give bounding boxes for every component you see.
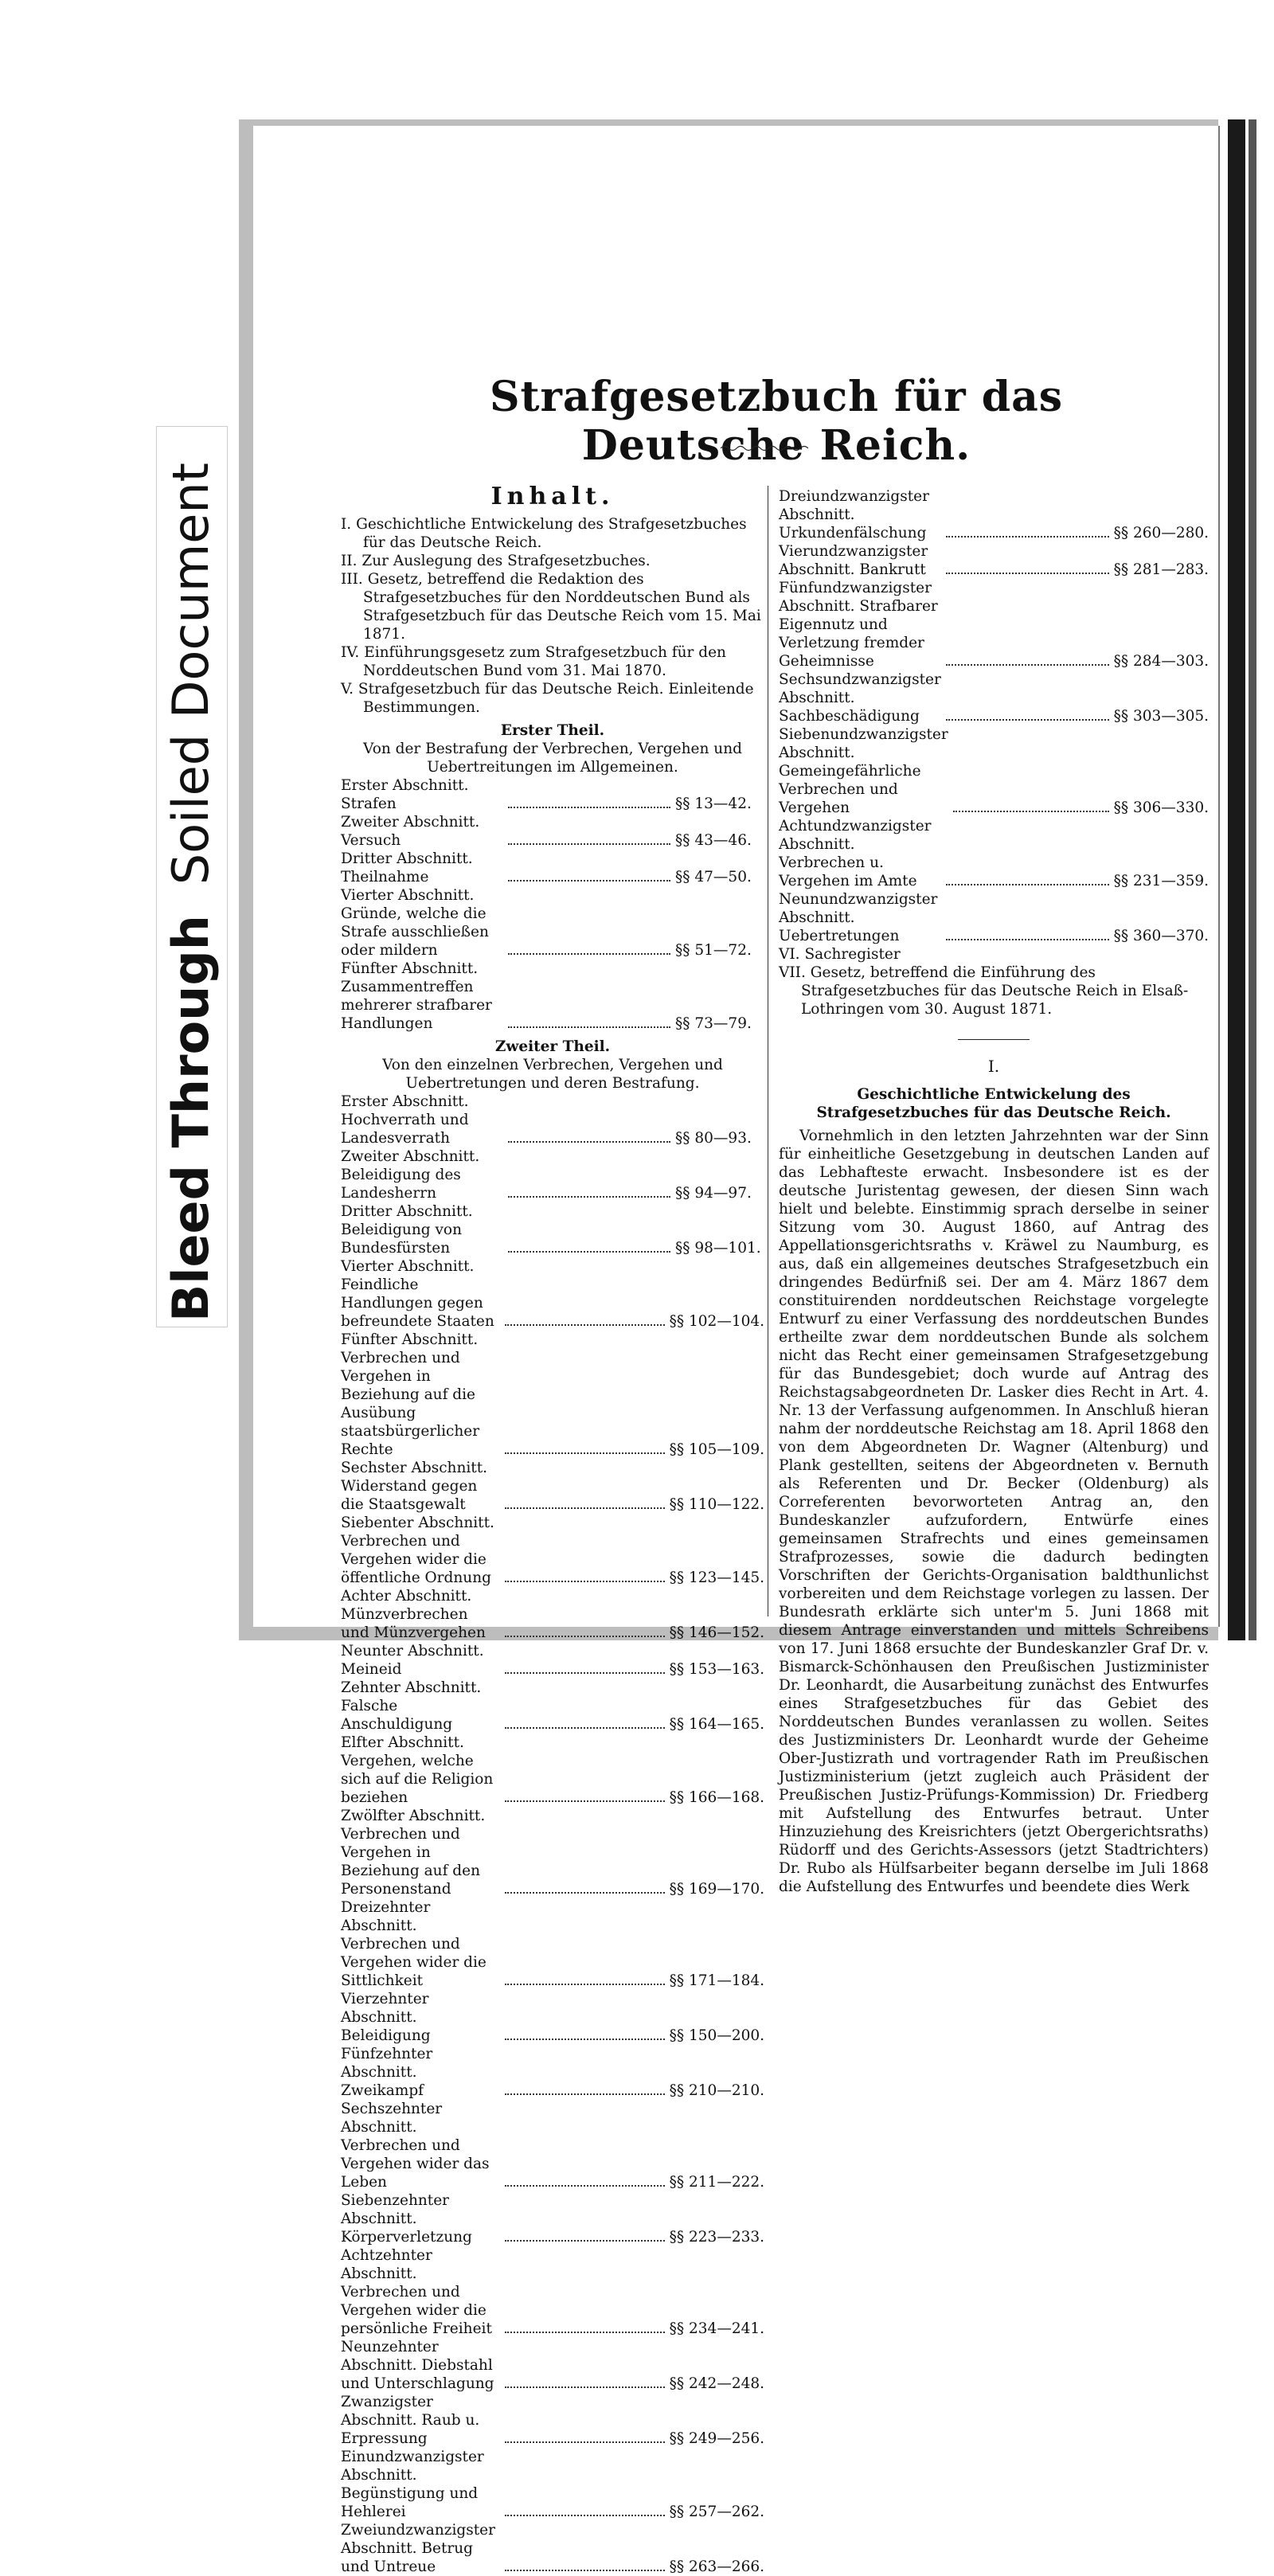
toc-entry-title: Neunundzwanzigster Abschnitt. Uebertretungen [779,891,938,944]
toc-entry-paragraphs: §§ 223—233. [669,2229,765,2246]
toc-entry-paragraphs: §§ 234—241. [669,2320,765,2337]
toc-entry-title: Fünfundzwanzigster Abschnitt. Strafbarer Eigennutz und Verletzung fremder Geheimnisse [779,580,938,670]
stamp-label-bleed-through: Bleed Through [162,915,220,1322]
part1-title: Erster Theil. [500,722,605,739]
toc-entry-title: Achtundzwanzigster Abschnitt. Verbrechen u. Vergehen im Amte [779,818,932,889]
toc-entry-title: Fünfzehnter Abschnitt. Zweikampf [341,2046,433,2099]
toc-tail-number: VI. [779,946,805,963]
toc-entry-paragraphs: §§ 306—330. [1113,799,1209,816]
toc-entry-title: Sechster Abschnitt. Widerstand gegen die Staatsgewalt [341,1460,488,1513]
toc-leader-dots [505,2240,664,2242]
toc-leader-dots [508,1196,670,1198]
toc-entry-paragraphs: §§ 73—79. [675,1015,752,1032]
toc-leader-dots [505,1892,664,1894]
toc-leader-dots [508,880,670,881]
toc-intro-number: V. [341,681,358,698]
toc-leader-dots [505,2039,664,2040]
toc-entry [779,817,1209,890]
toc-entry [779,725,1209,817]
toc-entry-title: Erster Abschnitt. Hochverrath und Landesverrath [341,1093,469,1147]
toc-leader-dots [508,843,670,845]
toc-entry [779,890,1209,945]
toc-entry-title: Fünfter Abschnitt. Verbrechen und Vergehen in Beziehung auf die Ausübung staatsbürgerlicher Rechte [341,1331,480,1458]
toc-tail-item [779,964,1209,1018]
toc-entry-paragraphs: §§ 166—168. [669,1789,765,1806]
toc-entry-paragraphs: §§ 47—50. [675,869,752,885]
toc-entry-paragraphs: §§ 263—266. [669,2558,765,2575]
toc-entry [341,850,764,886]
toc-leader-dots [946,884,1108,885]
toc-entry-title: Dreiundzwanzigster Abschnitt. Urkundenfälschung [779,488,929,541]
toc-entry-title: Neunter Abschnitt. Meineid [341,1643,484,1678]
toc-entry-title: Fünfter Abschnitt. Zusammentreffen mehrerer strafbarer Handlungen [341,960,492,1032]
stamp-label-soiled-document: Soiled Document [162,463,220,885]
toc-entry-title: Vierter Abschnitt. Gründe, welche die Strafe ausschließen oder mildern [341,887,489,959]
toc-entry [341,1642,764,1679]
toc-entry-paragraphs: §§ 257—262. [669,2504,765,2520]
toc-entry-title: Erster Abschnitt. Strafen [341,777,469,812]
toc-leader-dots [946,939,1108,940]
toc-entry-title: Achtzehnter Abschnitt. Verbrechen und Vergehen wider die persönliche Freiheit [341,2247,492,2337]
right-toc-entries [779,487,1209,945]
toc-leader-dots [508,1141,670,1143]
toc-entry [341,1093,764,1147]
toc-entry-title: Zehnter Abschnitt. Falsche Anschuldigung [341,1679,482,1733]
section-number: I. [987,1057,1000,1076]
toc-entry-title: Dritter Abschnitt. Theilnahme [341,850,473,885]
toc-entry [341,1898,764,1990]
toc-entry-paragraphs: §§ 360—370. [1113,928,1210,944]
toc-entry-paragraphs: §§ 281—283. [1113,561,1210,578]
section-heading: Geschichtliche Entwickelung des Strafgesetzbuches für das Deutsche Reich. [816,1086,1171,1121]
toc-leader-dots [505,1452,664,1454]
toc-entry [341,2246,764,2338]
toc-leader-dots [505,1581,664,1582]
toc-intro-item [341,680,764,717]
toc-entry [779,487,1209,542]
facing-page-edge [1228,119,1245,1640]
toc-entry-title: Vierundzwanzigster Abschnitt. Bankrutt [779,543,928,578]
toc-entry-title: Siebenzehnter Abschnitt. Körperverletzung [341,2192,472,2246]
toc-entry [341,1514,764,1587]
toc-leader-dots [505,2570,664,2571]
facing-page-edge-shadow [1249,119,1256,1640]
toc-entry-paragraphs: §§ 43—46. [675,832,752,849]
toc-tail-item [779,945,1209,964]
toc-entry [341,2448,764,2521]
toc-leader-dots [505,1800,664,1802]
toc-intro-number: II. [341,553,362,569]
toc-entry [341,1147,764,1202]
toc-entry-paragraphs: §§ 123—145. [669,1569,765,1586]
toc-entry-title: Vierzehnter Abschnitt. Beleidigung [341,1991,431,2044]
toc-leader-dots [946,573,1108,574]
toc-entry [779,670,1209,725]
document-title: Strafgesetzbuch für das Deutsche Reich. [489,373,1064,470]
toc-leader-dots [505,2515,664,2516]
toc-entry [341,2100,764,2191]
toc-entry [341,1459,764,1514]
toc-entry-paragraphs: §§ 249—256. [669,2430,765,2447]
toc-leader-dots [505,1324,664,1326]
toc-entry-paragraphs: §§ 169—170. [669,1881,765,1898]
toc-leader-dots [505,2441,664,2443]
classification-stamp [159,463,223,1322]
toc-entry-title: Dreizehnter Abschnitt. Verbrechen und Vergehen wider die Sittlichkeit [341,1899,487,1989]
toc-intro-text: Einführungsgesetz zum Strafgesetzbuch für den Norddeutschen Bund vom 31. Mai 1870. [363,644,726,679]
toc-entry [341,2521,764,2576]
toc-intro-text: Strafgesetzbuch für das Deutsche Reich. Einleitende Bestimmungen. [358,681,754,716]
toc-intro-number: III. [341,571,368,588]
toc-entry-paragraphs: §§ 211—222. [669,2174,765,2191]
part2-subtitle: Von den einzelnen Verbrechen, Vergehen und Uebertretungen und deren Bestrafung. [382,1057,723,1092]
toc-entry-paragraphs: §§ 80—93. [675,1130,752,1147]
toc-entry [779,542,1209,579]
toc-entry-paragraphs: §§ 153—163. [669,1661,765,1678]
toc-leader-dots [505,1672,664,1674]
toc-intro-item [341,643,764,680]
toc-entry-paragraphs: §§ 94—97. [675,1185,752,1202]
toc-entry-title: Zweiter Abschnitt. Versuch [341,814,480,849]
toc-entry-paragraphs: §§ 150—200. [669,2027,765,2044]
toc-entry-title: Zweiter Abschnitt. Beleidigung des Landesherrn [341,1148,480,1202]
toc-entry [341,776,764,813]
toc-entry [341,813,764,850]
toc-entry-paragraphs: §§ 210—210. [669,2082,765,2099]
toc-entry [341,2393,764,2448]
toc-leader-dots [505,1507,664,1509]
toc-entry [341,1679,764,1734]
toc-leader-dots [946,664,1108,666]
part2-entries [341,1093,764,2576]
toc-leader-dots [508,807,670,808]
toc-entry-paragraphs: §§ 98—101. [675,1240,761,1257]
toc-intro-list [341,515,764,717]
toc-entry-paragraphs: §§ 102—104. [669,1313,765,1330]
toc-entry [341,2338,764,2393]
toc-leader-dots [505,2093,664,2095]
toc-leader-dots [505,1727,664,1729]
toc-entry-title: Dritter Abschnitt. Beleidigung von Bundesfürsten [341,1203,473,1257]
toc-entry-title: Neunzehnter Abschnitt. Diebstahl und Unterschlagung [341,2339,494,2392]
toc-intro-item [341,552,764,570]
toc-leader-dots [508,1251,670,1253]
toc-leader-dots [505,2332,664,2333]
toc-entry-paragraphs: §§ 242—248. [669,2375,765,2392]
toc-entry-title: Zwölfter Abschnitt. Verbrechen und Vergehen in Beziehung auf den Personenstand [341,1808,486,1898]
toc-leader-dots [953,811,1109,812]
toc-entry [341,1331,764,1459]
toc-entry-title: Zweiundzwanzigster Abschnitt. Betrug und Untreue [341,2522,495,2575]
title-ornament [721,444,808,452]
toc-entry-paragraphs: §§ 284—303. [1113,653,1210,670]
toc-intro-item [341,515,764,552]
toc-entry-paragraphs: §§ 13—42. [675,795,752,812]
toc-entry-title: Elfter Abschnitt. Vergehen, welche sich auf die Religion beziehen [341,1734,494,1806]
toc-entry [341,1257,764,1331]
toc-intro-text: Zur Auslegung des Strafgesetzbuches. [361,553,651,569]
toc-entry [341,886,764,960]
section-body: Vornehmlich in den letzten Jahrzehnten war der Sinn für einheitliche Gesetzgebung in deutschen Landen auf das Lebhafteste erwacht. Insbesondere ist es der deutsche Juristentag gewesen, der diesen Sinn wach hielt und belebte. Einstimmig sprach derselbe in seiner Sitzung vom 30. August 1860, auf Antrag des Appellationsgerichtsraths v. Kräwel zu Naumburg, es aus, daß ein allgemeines deutsches Strafgesetzbuch ein dringendes Bedürfniß sei. Der am 4. März 1867 dem constituirenden norddeutschen Reichstage vorgelegte Entwurf zu einer Verfassung des norddeutschen Bundes ertheilte zwar dem norddeutschen Bunde als solchem nicht das Recht einer gemeinsamen Strafgesetzgebung für das Bundesgebiet; doch wurde auf Antrag des Reichstagsabgeordneten Dr. Lasker dies Recht in Art. 4. Nr. 13 der Verfassung aufgenommen. In Anschluß hieran nahm der norddeutsche Reichstag am 18. April 1868 den von dem Abgeordneten Dr. Wagner (Altenburg) und Plank gestellten, seitens der Abgeordneten v. Bernuth als Referenten und Dr. Becker (Oldenburg) als Correferenten bevorworteten Antrag an, den Bundeskanzler aufzufordern, Entwürfe eines gemeinsamen Strafrechts und eines gemeinsamen Strafprozesses, sowie die dadurch bedingten Vorschriften der Gerichts-Organisation baldthunlichst vorbereiten und dem Reichstage vorlegen zu lassen. Der Bundesrath erklärte sich unter'm 5. Juni 1868 mit diesem Antrage einverstanden und mittels Schreibens von 17. Juni 1868 ersuchte der Bundeskanzler Graf Dr. v. Bismarck-Schönhausen den Preußischen Justizminister Dr. Leonhardt, die Ausarbeitung zunächst des Entwurfes eines Strafgesetzbuches für das Gebiet des Norddeutschen Bundes veranlassen zu wollen. Seites des Justizministers Dr. Leonhardt wurde der Geheime Ober-Justizrath und vortragender Rath im Preußischen Justizministerium (jetzt zugleich auch Präsident der Preußischen Justiz-Prüfungs-Kommission) Dr. Friedberg mit Aufstellung des Entwurfes betraut. Unter Hinzuziehung des Kreisrichters (jetzt Obergerichtsraths) Rüdorff und des Gerichts-Assessors (jetzt Stadtrichters) Dr. Rubo als Hülfsarbeiter begann derselbe im Juli 1868 die Aufstellung des Entwurfes und beendete dies Werk [779,1128,1209,1895]
section-divider [958,1039,1030,1040]
toc-entry-paragraphs: §§ 146—152. [669,1624,765,1641]
toc-heading: Inhalt. [490,483,615,510]
part1-subtitle: Von der Bestrafung der Verbrechen, Vergehen und Uebertreitungen im Allgemeinen. [363,741,742,776]
toc-entry [341,2045,764,2100]
toc-entry-title: Vierter Abschnitt. Feindliche Handlungen gegen befreundete Staaten [341,1258,494,1330]
toc-entry-paragraphs: §§ 231—359. [1113,873,1210,889]
toc-entry [341,1734,764,1807]
toc-left-column [341,483,765,2576]
toc-entry-title: Achter Abschnitt. Münzverbrechen und Münzvergehen [341,1588,486,1641]
toc-leader-dots [505,2386,664,2388]
toc-leader-dots [505,1984,664,1985]
part1-entries [341,776,764,1033]
toc-entry-title: Siebenundzwanzigster Abschnitt. Gemeingefährliche Verbrechen und Vergehen [779,726,948,816]
toc-intro-number: I. [341,516,357,533]
toc-entry-paragraphs: §§ 171—184. [669,1972,765,1989]
toc-leader-dots [508,1026,670,1028]
toc-intro-number: IV. [341,644,365,661]
toc-entry [341,1202,764,1257]
toc-right-column [779,487,1209,1896]
toc-entry-paragraphs: §§ 164—165. [669,1716,765,1733]
toc-entry [779,579,1209,670]
toc-entry-title: Sechszehnter Abschnitt. Verbrechen und Vergehen wider das Leben [341,2101,490,2191]
toc-entry-title: Sechsundzwanzigster Abschnitt. Sachbeschädigung [779,671,941,725]
toc-tail-text: Sachregister [804,946,901,963]
toc-entry-title: Zwanzigster Abschnitt. Raub u. Erpressung [341,2394,480,2447]
toc-entry-paragraphs: §§ 260—280. [1113,525,1210,541]
toc-leader-dots [946,719,1108,721]
toc-leader-dots [505,2185,664,2187]
toc-entry [341,2191,764,2246]
toc-leader-dots [946,536,1108,537]
toc-intro-text: Geschichtliche Entwickelung des Strafgesetzbuches für das Deutsche Reich. [356,516,747,551]
toc-entry [341,960,764,1033]
toc-entry [341,1587,764,1642]
part2-title: Zweiter Theil. [494,1038,611,1055]
toc-entry [341,1990,764,2045]
toc-entry-paragraphs: §§ 105—109. [669,1441,765,1458]
toc-entry-paragraphs: §§ 303—305. [1113,708,1210,725]
toc-entry-paragraphs: §§ 51—72. [675,942,752,959]
toc-intro-item [341,570,764,643]
toc-tail-text: Gesetz, betreffend die Einführung des Strafgesetzbuches für das Deutsche Reich in Elsaß-Lothringen vom 30. August 1871. [801,964,1189,1018]
toc-entry-paragraphs: §§ 110—122. [669,1496,765,1513]
toc-leader-dots [505,1636,664,1637]
toc-leader-dots [508,953,670,955]
toc-intro-text: Gesetz, betreffend die Redaktion des Strafgesetzbuches für den Norddeutschen Bund als Strafgesetzbuch für das Deutsche Reich vom 15. Mai 1871. [363,571,761,643]
toc-tail-number: VII. [779,964,811,981]
toc-tail-list [779,945,1209,1018]
toc-entry-title: Siebenter Abschnitt. Verbrechen und Vergehen wider die öffentliche Ordnung [341,1515,494,1586]
toc-entry [341,1807,764,1898]
toc-entry-title: Einundzwanzigster Abschnitt. Begünstigung und Hehlerei [341,2449,484,2520]
